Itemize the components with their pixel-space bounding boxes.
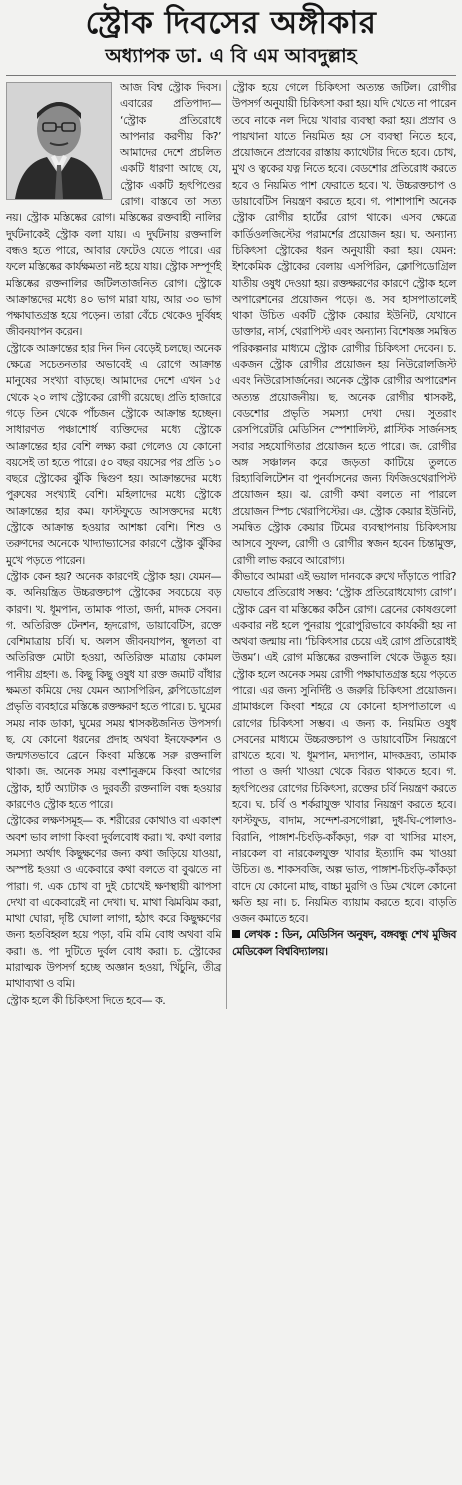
author-label: লেখক : [244, 928, 278, 942]
left-paragraph-3: স্ট্রোকের লক্ষণসমূহ— ক. শরীরের কোথাও বা একাংশ অবশ ভাব লাগা কিংবা দুর্বলবোধ করা। খ. কথা বলার সমস্যা অর্থাৎ কিছুক্ষণের জন্য কথা জড়িয়ে যাওয়া, অস্পষ্ট হওয়া ও একেবারে কথা বলতে বা বুঝতে না পারা। গ. এক চোখ বা দুই চোখেই ক্ষণস্থায়ী ঝাপসা দেখা বা একেবারেই না দেখা। ঘ. মাথা ঝিমঝিম করা, মাথা ঘোরা, দৃষ্টি ঘোলা লাগা, হঠাৎ করে কিছুক্ষণের জন্য হতবিহ্বল হয়ে পড়া, বমি বমি বোধ অথবা বমি করা। ঙ. পা দুটিতে দুর্বল বোধ করা। চ. স্ট্রোকের মারাত্মক উপসর্গ হচ্ছে অজ্ঞান হওয়া, খিঁচুনি, তীব্র মাথাব্যথা ও বমি। [6, 814, 221, 991]
left-paragraph-2: স্ট্রোক কেন হয়? অনেক কারণেই স্ট্রোক হয়। যেমন— ক. অনিয়ন্ত্রিত উচ্চরক্তচাপ স্ট্রোকের সবচেয়ে বড় কারণ। খ. ধূমপান, তামাক পাতা, জর্দা, মাদক সেবন। গ. অতিরিক্ত টেনশন, হৃদরোগ, ডায়াবেটিস, রক্তে বেশিমাত্রায় চর্বি। ঘ. অলস জীবনযাপন, স্থূলতা বা অতিরিক্ত মোটা হওয়া, অতিরিক্ত মাত্রায় কোমল পানীয় গ্রহণ। ঙ. কিছু কিছু ওষুধ যা রক্ত জমাট বাঁধার ক্ষমতা কমিয়ে দেয় যেমন অ্যাসপিরিন, ক্লপিডোগ্রেল প্রভৃতি ব্যবহারে মস্তিষ্কে রক্তক্ষরণ হতে পারে। চ. ঘুমের সময় নাক ডাকা, ঘুমের সময় শ্বাসকষ্টজনিত উপসর্গ। ছ. যে কোনো ধরনের প্রদাহ অথবা ইনফেকশন ও জন্মগতভাবে ব্রেনে কিংবা মস্তিষ্কে সরু রক্তনালি থাকা। জ. অনেক সময় বংশানুক্রমে কিংবা আগের স্ট্রোক, হার্ট অ্যাটাক ও দুরবর্তী রক্তনালি বন্ধ হওয়ার কারণেও স্ট্রোক হতে পারে। [6, 569, 221, 812]
intro-paragraph: আজ বিশ্ব স্ট্রোক দিবস। এবারের প্রতিপাদ্য— ‘স্ট্রোক প্রতিরোধে আপনার করণীয় কি?’ আমাদের দেশে প্রচলিত একটি ধারণা আছে যে, স্ট্রোক একটি হৃৎপিণ্ডের রোগ। বাস্তবে তা সত্য নয়। স্ট্রোক মস্তিষ্কের রোগ। মস্তিষ্কের রক্তবাহী নালির দুর্ঘটনাকেই স্ট্রোক বলা যায়। এ দুর্ঘটনায় রক্তনালি বন্ধও হতে পারে, আবার ফেটেও যেতে পারে। এর ফলে মস্তিষ্কের কার্যক্ষমতা নষ্ট হয়ে যায়। স্ট্রোক সম্পূর্ণই মস্তিষ্কের রক্তনালির জটিলতাজনিত রোগ। স্ট্রোকে আক্রান্তদের মধ্যে ৪০ ভাগ মারা যায়, আর ৩০ ভাগ পক্ষাঘাতগ্রস্ত হয়ে পড়েন। তারা বেঁচে থেকেও দুর্বিষহ জীবনযাপন করেন। [6, 81, 221, 339]
left-paragraph-4: স্ট্রোক হলে কী চিকিৎসা দিতে হবে— ক. [6, 993, 166, 1007]
author-credit [232, 927, 456, 960]
author-bio: ডিন, মেডিসিন অনুষদ, বঙ্গবন্ধু শেখ মুজিব মেডিকেল বিশ্ববিদ্যালয়। [232, 928, 456, 958]
square-bullet-icon [232, 930, 240, 938]
left-paragraph-1: স্ট্রোকে আক্রান্তের হার দিন দিন বেড়েই চলছে। অনেক ক্ষেত্রে সচেতনতার অভাবেই এ রোগে আক্রান্ত মানুষের সংখ্যা বাড়ছে। আমাদের দেশে এখন ১৫ থেকে ২০ লাখ স্ট্রোকের রোগী রয়েছে। প্রতি হাজারে গড়ে তিন থেকে পাঁচজন স্ট্রোকে আক্রান্ত হচ্ছেন। সাধারণত পঞ্চাশোর্ধ ব্যক্তিদের মধ্যে স্ট্রোকে আক্রান্তের হার বেশি লক্ষ্য করা গেলেও যে কোনো বয়সেই তা হতে পারে। ৫০ বছর বয়সের পর প্রতি ১০ বছরে স্ট্রোকের ঝুঁকি দ্বিগুণ হয়। আক্রান্তদের মধ্যে পুরুষের সংখ্যাই বেশি। মহিলাদের মধ্যে স্ট্রোকে আক্রান্তের হার কম। ফাস্টফুডে আসক্তদের মধ্যে স্ট্রোকে আক্রান্ত হওয়ার আশঙ্কা বেশি। শিশু ও তরুণদের অনেকে খাদ্যাভ্যাসের কারণে স্ট্রোক ঝুঁকির মুখে পড়তে পারেন। [6, 341, 221, 567]
author-portrait-icon [7, 83, 111, 199]
header-divider [6, 75, 456, 76]
byline: অধ্যাপক ডা. এ বি এম আবদুল্লাহ [105, 45, 357, 67]
right-column [226, 80, 456, 1009]
right-paragraph-2: কীভাবে আমরা এই ভয়াল দানবকে রুখে দাঁড়াতে পারি? যেভাবে প্রতিরোধ সম্ভব: ‘স্ট্রোক প্রতিরোধযোগ্য রোগ’। স্ট্রোক ব্রেন বা মস্তিষ্কের কঠিন রোগ। ব্রেনের কোষগুলো একবার নষ্ট হলে পুনরায় পুরোপুরিভাবে কার্যকরী হয় না অথবা জন্মায় না। ‘চিকিৎসার চেয়ে এই রোগ প্রতিরোধই উত্তম’। এই রোগ মস্তিষ্কের রক্তনালি থেকে উদ্ভূত হয়। স্ট্রোক হলে অনেক সময় রোগী পক্ষাঘাতগ্রস্ত হয়ে পড়তে পারে। এর জন্য সুনির্দিষ্ট ও জরুরি চিকিৎসা প্রয়োজন। গ্রামাঞ্চলে কিংবা শহরে যে কোনো হাসপাতালে এ রোগের চিকিৎসা সম্ভব। এ জন্য ক. নিয়মিত ওষুধ সেবনের মাধ্যমে উচ্চরক্তচাপ ও ডায়াবেটিস নিয়ন্ত্রণে রাখতে হবে। খ. ধূমপান, মদ্যপান, মাদকদ্রব্য, তামাক পাতা ও জর্দা খাওয়া থেকে বিরত থাকতে হবে। গ. হৃৎপিণ্ডের রোগের চিকিৎসা, রক্তের চর্বি নিয়ন্ত্রণ করতে হবে। ঘ. চর্বি ও শর্করাযুক্ত খাবার নিয়ন্ত্রণ করতে হবে। ফাস্টফুড, বাদাম, সন্দেশ-রসগোল্লা, দুধ-ঘি-পোলাও-বিরানি, পাঙ্গাশ-চিংড়ি-কাঁকড়া, গরু বা খাসির মাংস, নারকেল বা নারকেলযুক্ত খাবার ইত্যাদি কম খাওয়া উচিত। ঙ. শাকসবজি, অল্প ভাত, পাঙ্গাশ-চিংড়ি-কাঁকড়া বাদে যে কোনো মাছ, বাচ্চা মুরগি ও ডিম খেলে কোনো ক্ষতি হয় না। চ. নিয়মিত ব্যায়াম করতে হবে। বাড়তি ওজন কমাতে হবে। [232, 569, 456, 926]
left-column [6, 80, 224, 1009]
article-body [6, 80, 456, 1009]
author-photo [6, 82, 112, 200]
right-paragraph-1: স্ট্রোক হয়ে গেলে চিকিৎসা অত্যন্ত জটিল। রোগীর উপসর্গ অনুযায়ী চিকিৎসা করা হয়। যদি খেতে না পারেন তবে নাকে নল দিয়ে খাবার ব্যবস্থা করা হয়। প্রস্রাব ও পায়খানা যাতে নিয়মিত হয় সে ব্যবস্থা নিতে হবে, প্রয়োজনে প্রস্রাবের রাস্তায় ক্যাথেটার দিতে হবে। চোখ, মুখ ও ত্বকের যত্ন নিতে হবে। বেডশোর প্রতিরোধ করতে হবে ও নিয়মিত পাশ ফেরাতে হবে। খ. উচ্চরক্তচাপ ও ডায়াবেটিস নিয়ন্ত্রণ করতে হবে। গ. পাশাপাশি অনেক স্ট্রোক রোগীর হার্টের রোগ থাকে। এসব ক্ষেত্রে কার্ডিওলজিস্টের পরামর্শের প্রয়োজন হয়। ঘ. অন্যান্য চিকিৎসা স্ট্রোকের ধরন অনুযায়ী করা হয়। যেমন: ইশকেমিক স্ট্রোকের বেলায় এসপিরিন, ক্লোপিডোগ্রিল যাতীয় ওষুধ দেওয়া হয়। রক্তক্ষরণের কারণে স্ট্রোক হলে অপারেশনের প্রয়োজন পড়ে। ঙ. সব হাসপাতালেই থাকা উচিত একটি স্ট্রোক কেয়ার ইউনিট, যেখানে ডাক্তার, নার্স, থেরাপিস্ট এবং অন্যান্য বিশেষজ্ঞ সমন্বিত পরিকল্পনার মাধ্যমে স্ট্রোক রোগীর চিকিৎসা দেবেন। চ. একজন স্ট্রোক রোগীর প্রয়োজন হয় নিউরোলজিস্ট এবং নিউরোসার্জনের। অনেক স্ট্রোক রোগীর অপারেশন অত্যন্ত প্রয়োজনীয়। ছ. অনেক রোগীর শ্বাসকষ্ট, বেডশোর প্রভৃতি সমস্যা দেখা দেয়। সুতরাং রেসপিরেটরি মেডিসিন স্পেশালিস্ট, প্লাস্টিক সার্জনসহ সবার সহযোগিতার প্রয়োজন হতে পারে। জ. রোগীর অঙ্গ সঞ্চালন করে জড়তা কাটিয়ে তুলতে রিহ্যাবিলিটেশন বা পুনর্বাসনের জন্য ফিজিওথেরাপিস্ট প্রয়োজন হয়। ঝ. রোগী কথা বলতে না পারলে প্রয়োজন স্পিচ থেরাপিস্টের। ঞ. স্ট্রোক কেয়ার ইউনিট, সমন্বিত স্ট্রোক কেয়ার টিমের ব্যবস্থাপনায় চিকিৎসায় আসবে সুফল, রোগী ও রোগীর স্বজন হবেন চিন্তামুক্ত, রোগী লাভ করবে আরোগ্য। [232, 81, 456, 567]
headline: স্ট্রোক দিবসের অঙ্গীকার [85, 5, 377, 41]
